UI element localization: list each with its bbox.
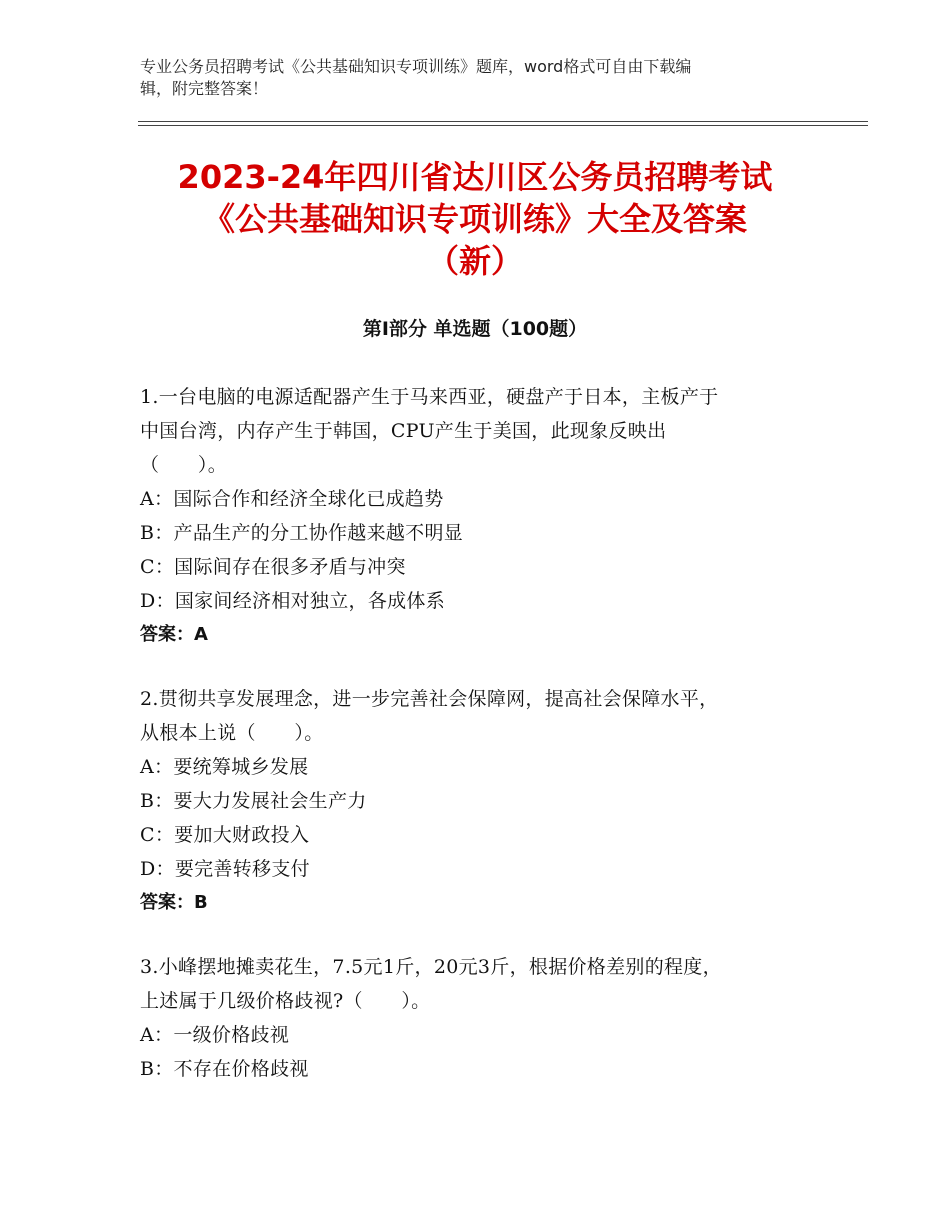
question-stem-line: 2.贯彻共享发展理念，进一步完善社会保障网，提高社会保障水平， — [140, 688, 719, 710]
document-title — [140, 156, 810, 282]
answer: 答案：A — [140, 624, 208, 645]
question-stem-line: 3.小峰摆地摊卖花生，7.5元1斤，20元3斤，根据价格差别的程度， — [140, 956, 722, 978]
question-stem-line: 1.一台电脑的电源适配器产生于马来西亚，硬盘产于日本，主板产于 — [140, 386, 719, 408]
option-c: C：要加大财政投入 — [140, 824, 310, 846]
option-b: B：产品生产的分工协作越来越不明显 — [140, 522, 464, 544]
option-b: B：要大力发展社会生产力 — [140, 790, 367, 812]
question-stem-line: 上述属于几级价格歧视?（ ）。 — [140, 990, 431, 1012]
section-title: 第Ⅰ部分 单选题（100题） — [362, 318, 588, 340]
question-3 — [140, 950, 820, 1086]
question-1 — [140, 380, 820, 652]
header-note — [140, 56, 790, 100]
option-b: B：不存在价格歧视 — [140, 1058, 309, 1080]
option-d: D：国家间经济相对独立，各成体系 — [140, 590, 446, 612]
question-stem-line: 中国台湾，内存产生于韩国，CPU产生于美国，此现象反映出 — [140, 420, 667, 442]
question-stem-line: 从根本上说（ ）。 — [140, 722, 324, 744]
title-line: （新） — [426, 242, 523, 280]
question-list — [140, 380, 820, 1116]
question-stem-line: （ ）。 — [140, 454, 228, 476]
title-line: 2023-24年四川省达川区公务员招聘考试 — [177, 158, 773, 196]
option-d: D：要完善转移支付 — [140, 858, 310, 880]
answer: 答案：B — [140, 892, 208, 913]
header-note-line: 专业公务员招聘考试《公共基础知识专项训练》题库，word格式可自由下载编 — [140, 57, 692, 76]
header-divider-bottom — [138, 125, 868, 126]
header-note-line: 辑，附完整答案！ — [140, 79, 269, 98]
question-2 — [140, 682, 820, 920]
option-c: C：国际间存在很多矛盾与冲突 — [140, 556, 406, 578]
title-line: 《公共基础知识专项训练》大全及答案 — [202, 200, 747, 238]
option-a: A：要统筹城乡发展 — [140, 756, 309, 778]
option-a: A：一级价格歧视 — [140, 1024, 290, 1046]
option-a: A：国际合作和经济全球化已成趋势 — [140, 488, 444, 510]
header-divider-top — [138, 121, 868, 122]
